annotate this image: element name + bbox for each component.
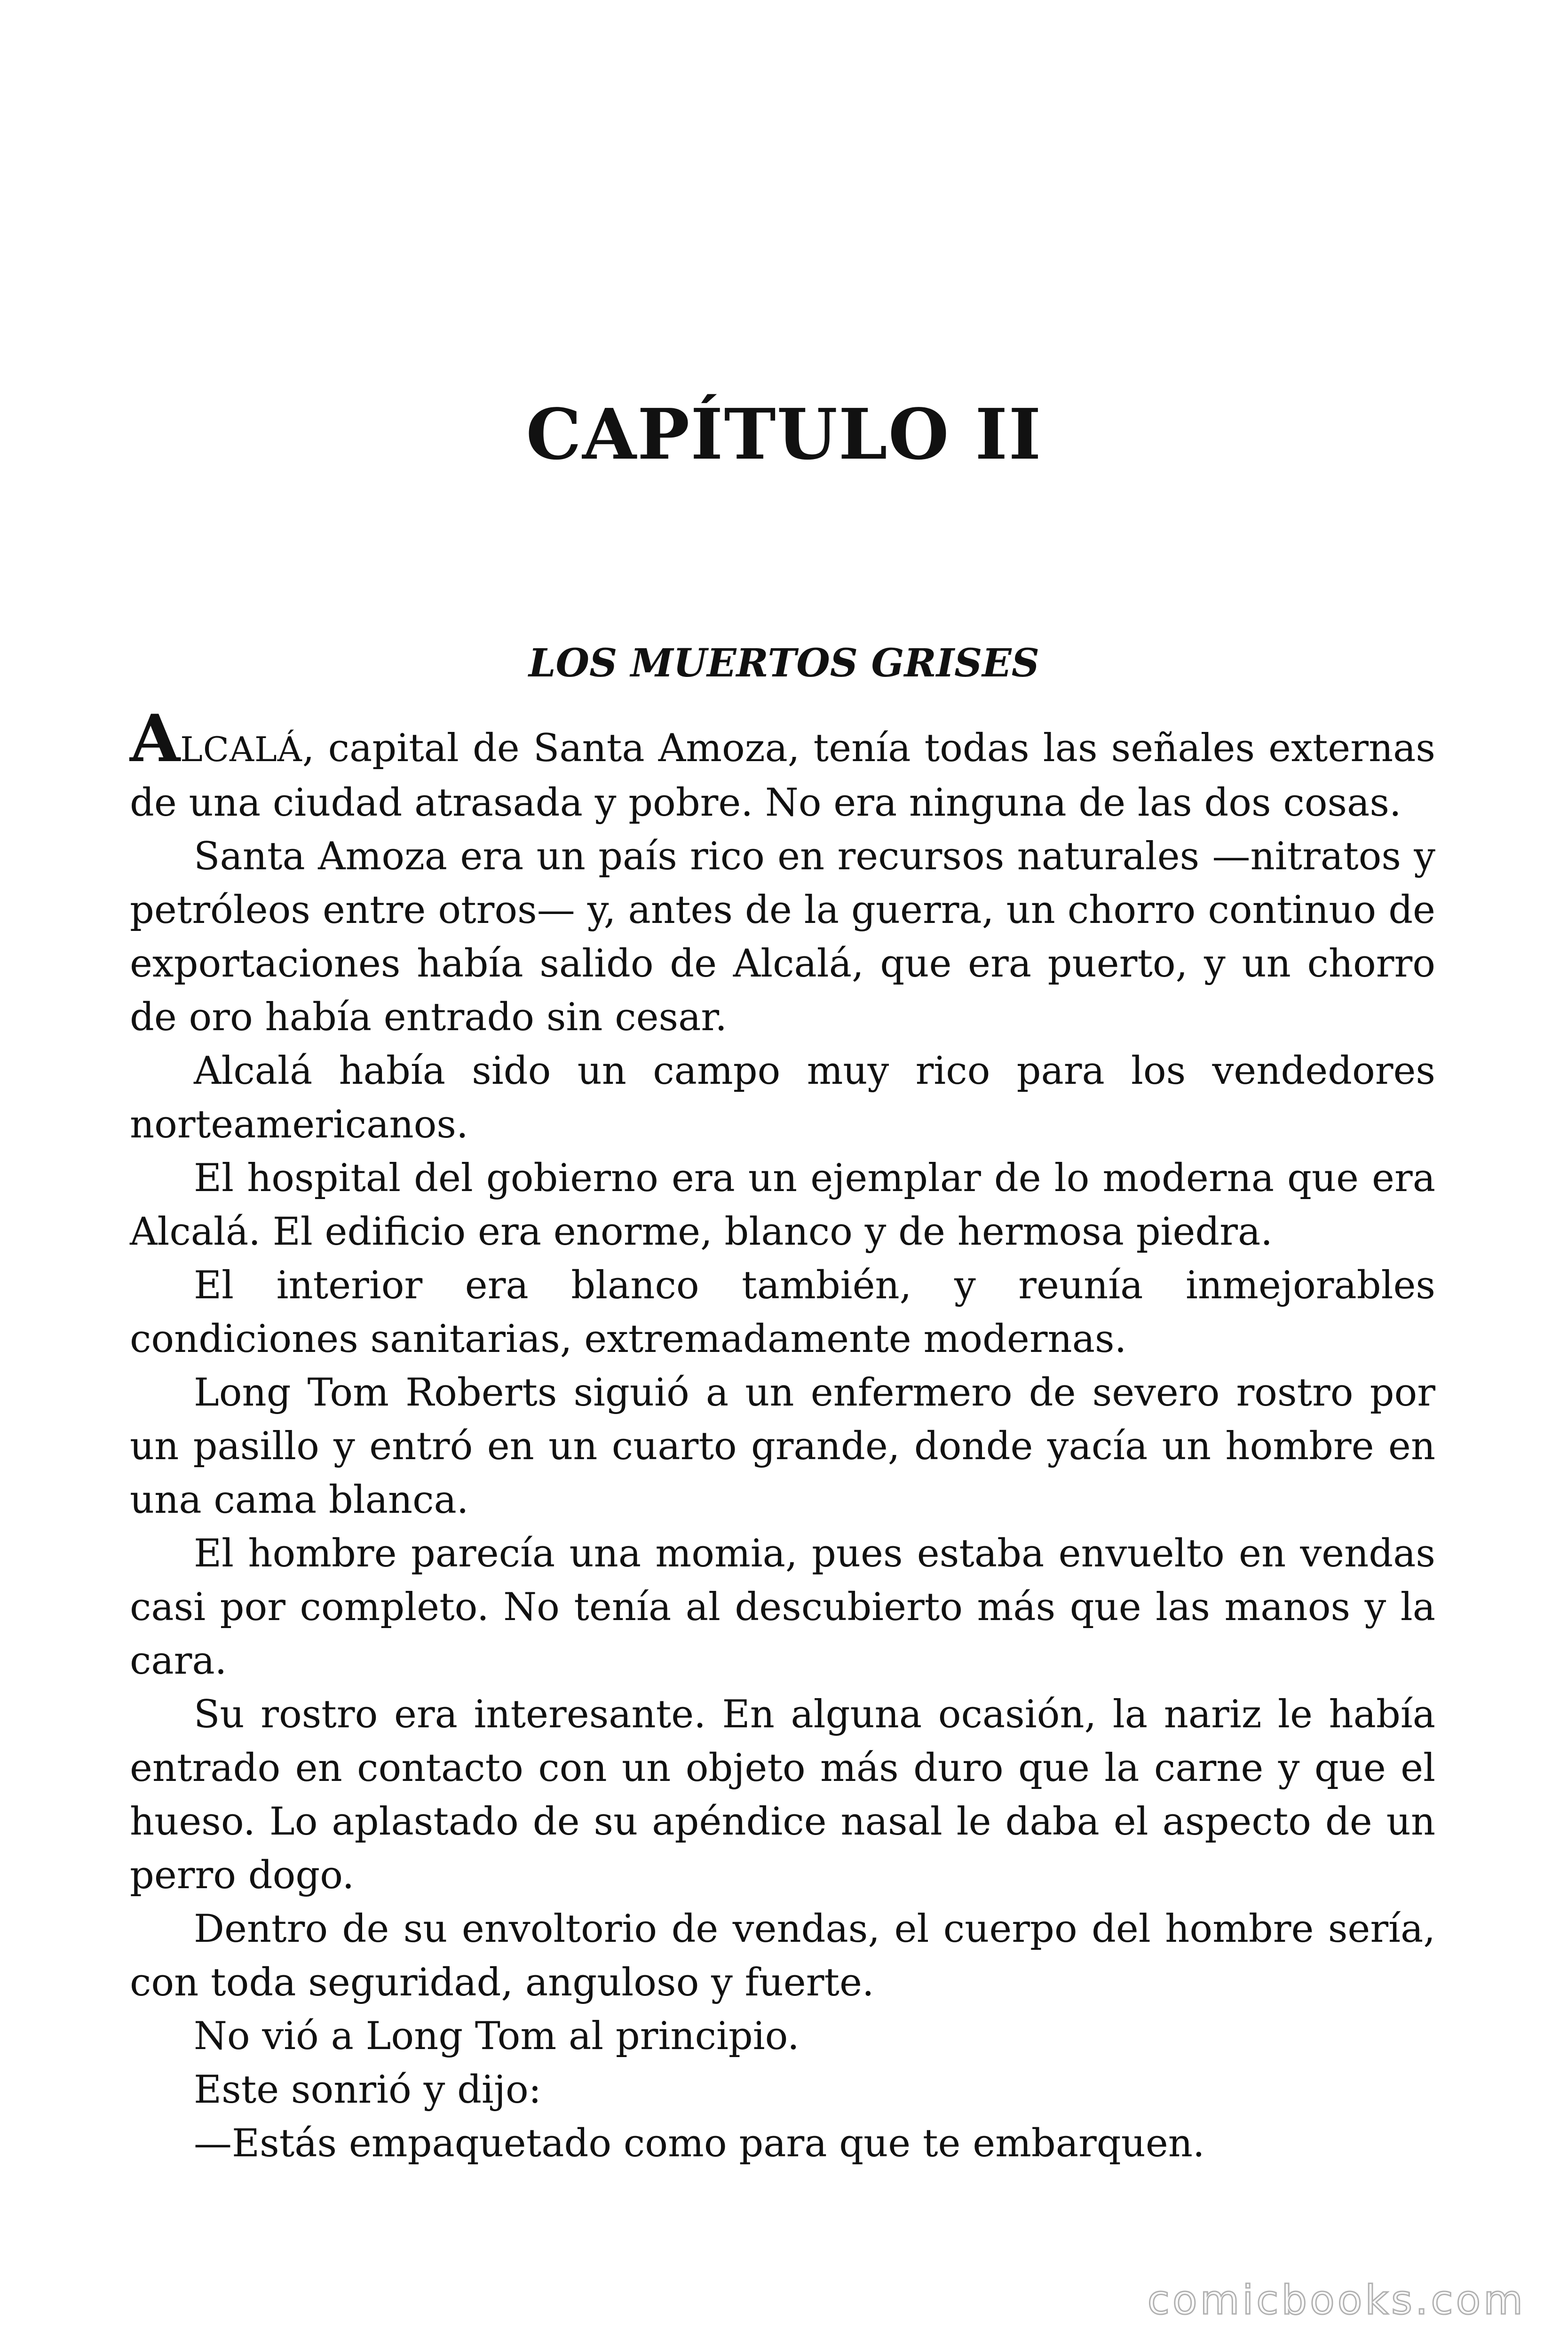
site-watermark: comicbooks.com (1147, 2277, 1526, 2324)
paragraph: Su rostro era interesante. En alguna ocasión, la nariz le había entrado en contacto con un objeto más duro que la carne y que el hueso. Lo aplastado de su apéndice nasal le daba el aspecto de un perro dogo. (130, 1692, 1435, 1898)
paragraph: Este sonrió y dijo: (194, 2068, 542, 2112)
paragraph: El hospital del gobierno era un ejemplar de lo moderna que era Alcalá. El edificio era enorme, blanco y de hermosa piedra. (130, 1156, 1435, 1254)
drop-cap: A (130, 700, 181, 777)
paragraph: Santa Amoza era un país rico en recursos naturales —nitratos y petróleos entre otros— y, antes de la guerra, un chorro continuo de exportaciones había salido de Alcalá, que era puerto, y un chorro de oro había entrado sin cesar. (130, 834, 1435, 1040)
paragraph: El interior era blanco también, y reunía inmejorables condiciones sanitarias, extremadamente modernas. (130, 1263, 1435, 1361)
paragraph: Alcalá había sido un campo muy rico para los vendedores norteamericanos. (130, 1049, 1435, 1147)
paragraph: —Estás empaquetado como para que te embarquen. (194, 2122, 1205, 2166)
opening-small-caps: LCALÁ (180, 730, 302, 769)
chapter-subtitle: LOS MUERTOS GRISES (528, 641, 1040, 686)
paragraph: El hombre parecía una momia, pues estaba envuelto en vendas casi por completo. No tenía al descubierto más que las manos y la cara. (130, 1532, 1435, 1683)
paragraph: Dentro de su envoltorio de vendas, el cuerpo del hombre sería, con toda seguridad, anguloso y fuerte. (130, 1907, 1435, 2005)
paragraph: Long Tom Roberts siguió a un enfermero de severo rostro por un pasillo y entró en un cuarto grande, donde yacía un hombre en una cama blanca. (130, 1371, 1435, 1522)
opening-text: , capital de Santa Amoza, tenía todas las señales externas de una ciudad atrasada y pobre. No era ninguna de las dos cosas. (130, 726, 1435, 825)
opening-paragraph (130, 700, 1435, 830)
paragraph: No vió a Long Tom al principio. (194, 2014, 800, 2058)
chapter-body (130, 700, 1435, 2170)
chapter-title: CAPÍTULO II (526, 393, 1042, 475)
